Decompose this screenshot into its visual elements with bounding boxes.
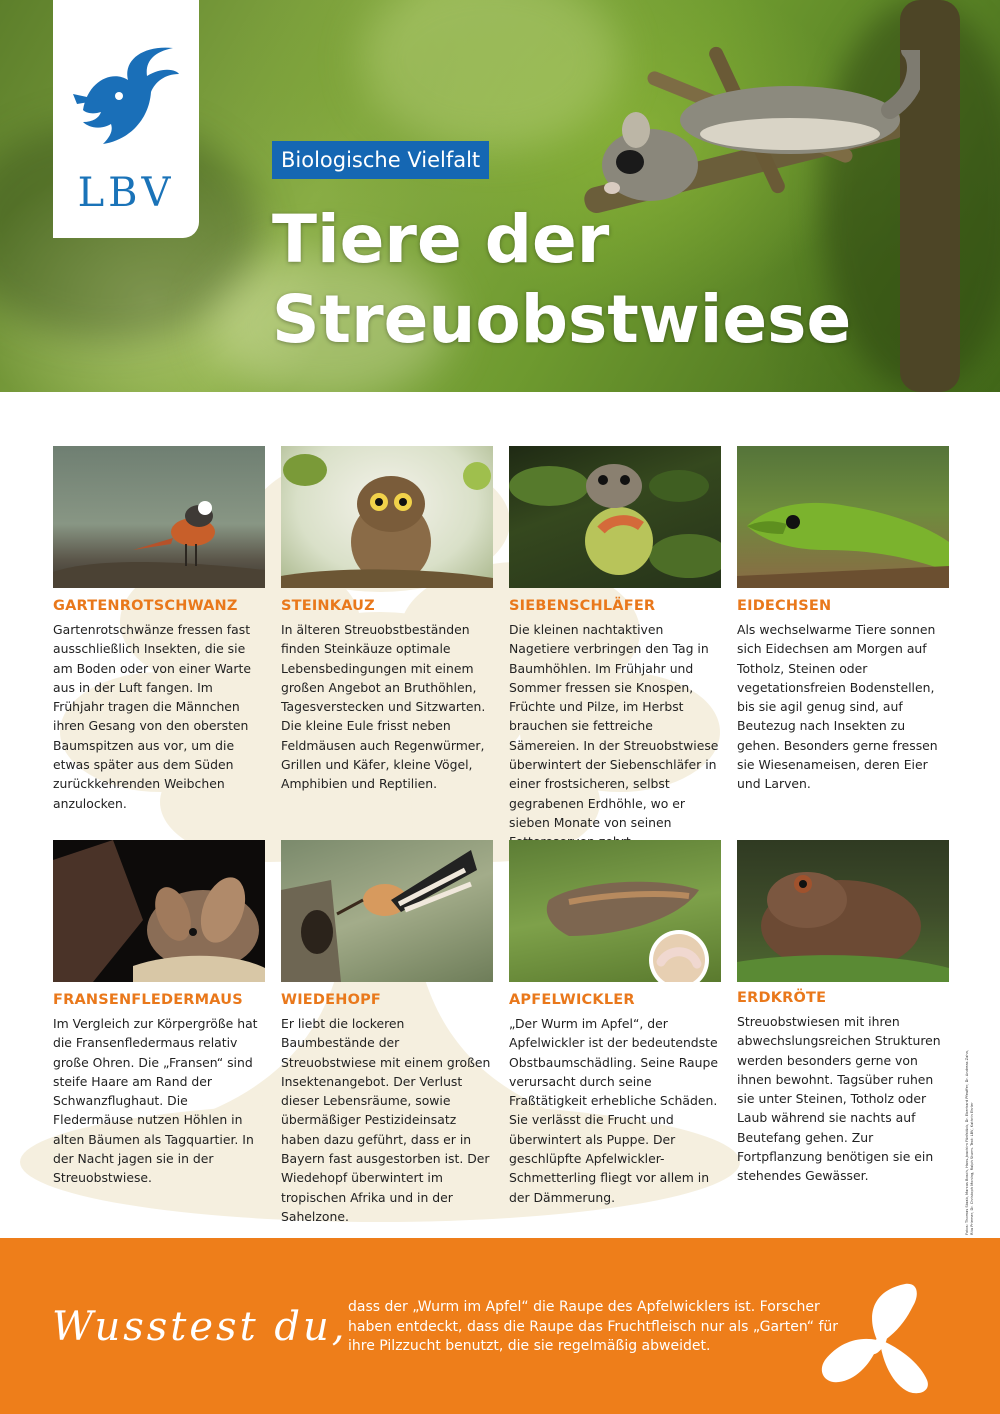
moth-icon <box>815 1282 945 1398</box>
card-title: APFELWICKLER <box>509 992 635 1008</box>
fact-footer <box>0 1238 1000 1414</box>
steinkauz-photo <box>281 446 493 588</box>
category-tag: Biologische Vielfalt <box>272 141 489 179</box>
photo-credit: Fotos: Thomas Staab, Marcus Bosch, Hans-Joachim Fünfstück, Dr. Eberhard Pfeuffer, Dr. Andreas Zahn, Rita Priemer, Dr. Christoph Moning, Ralph Sturm. Text: LBV, Kathrin Ehrler <box>965 1049 974 1235</box>
erdkroete-photo <box>737 840 949 982</box>
card-text: Streuobstwiesen mit ihren abwechslungsreichen Strukturen werden besonders gerne von ihnen bewohnt. Tagsüber ruhen sie unter Steinen, Totholz oder Laub während sie nachts auf Beutefang gehen. Zur Fortpflanzung benötigen sie ein stehendes Gewässer. <box>737 1014 941 1184</box>
lbv-logo[interactable] <box>53 0 199 238</box>
card-text: Er liebt die lockeren Baumbestände der Streuobstwiese mit einem großen Insektenangebot. Der Verlust dieser Lebensräume, sowie übermäßiger Pestizideinsatz haben dazu geführt, dass er in Bayern fast ausgestorben ist. Der Wiedehopf überwintert im tropischen Afrika und in der Sahelzone. <box>281 1016 491 1224</box>
gartenrotschwanz-photo <box>53 446 265 588</box>
card-text: „Der Wurm im Apfel“, der Apfelwickler ist der bedeutendste Obstbaumschädling. Seine Raupe verursacht durch seine Fraßtätigkeit erhebliche Schäden. Sie verlässt die Frucht und überwintert als Puppe. Der geschlüpfte Apfelwickler-Schmetterling fliegt vor allem in der Dämmerung. <box>509 1016 718 1205</box>
title-line-1: Tiere der <box>272 201 610 278</box>
card-title: GARTENROTSCHWANZ <box>53 598 238 614</box>
apfelwickler-photo <box>509 840 721 982</box>
card-text: Gartenrotschwänze fressen fast ausschließlich Insekten, die sie am Boden oder von einer Warte aus in der Luft fangen. Im Frühjahr tragen die Männchen ihren Gesang von den obersten Baumspitzen aus vor, um die etwas später aus dem Süden zurückkehrenden Weibchen anzulocken. <box>53 622 251 811</box>
card-title: STEINKAUZ <box>281 598 375 614</box>
card-title: WIEDEHOPF <box>281 992 382 1008</box>
card-title: ERDKRÖTE <box>737 990 827 1006</box>
card-title: SIEBENSCHLÄFER <box>509 598 656 614</box>
card-title: EIDECHSEN <box>737 598 832 614</box>
wiedehopf-photo <box>281 840 493 982</box>
page-title <box>272 200 851 360</box>
card-title: FRANSENFLEDERMAUS <box>53 992 243 1008</box>
wusstest-du-heading: Wusstest du, <box>52 1304 348 1350</box>
eidechsen-photo <box>737 446 949 588</box>
card-text: Im Vergleich zur Körpergröße hat die Fransenfledermaus relativ große Ohren. Die „Fransen“ sind steife Haare am Rand der Schwanzflughaut. Die Fledermäuse nutzen Höhlen in alten Bäumen als Tagquartier. In der Nacht jagen sie in der Streuobstwiese. <box>53 1016 258 1186</box>
card-text: Als wechselwarme Tiere sonnen sich Eidechsen am Morgen auf Totholz, Steinen oder vegetationsfreien Bodenstellen, bis sie agil genug sind, auf Beutezug nach Insekten zu gehen. Besonders gerne fressen sie Wiesenameisen, deren Eier und Larven. <box>737 622 938 792</box>
hero-banner <box>0 0 1000 392</box>
fact-text: dass der „Wurm im Apfel“ die Raupe des Apfelwicklers ist. Forscher haben entdeckt, dass die Raupe das Fruchtfleisch nur als „Garten“ für ihre Pilzzucht benutzt, die sie regelmäßig abweidet. <box>348 1299 838 1354</box>
card-text: Die kleinen nachtaktiven Nagetiere verbringen den Tag in Baumhöhlen. Im Frühjahr und Sommer fressen sie Knospen, Früchte und Pilze, im Herbst brauchen sie fettreiche Sämereien. In der Streuobstwiese überwintert der Siebenschläfer in einer frostsicheren, selbst gegrabenen Erdhöhle, wo er sieben Monate von seinen <box>509 622 719 830</box>
logo-text: LBV <box>77 170 175 216</box>
card-text: In älteren Streuobstbeständen finden Steinkäuze optimale Lebensbedingungen mit einem großen Angebot an Bruthöhlen, Tagesverstecken und Sitzwarten. Die kleine Eule frisst neben Feldmäusen auch Regenwürmer, Grillen und Käfer, kleine Vögel, Amphibien und Reptilien. <box>281 622 486 792</box>
title-line-2: Streuobstwiese <box>272 281 852 358</box>
siebenschlaefer-photo <box>509 446 721 588</box>
kingfisher-logo-icon <box>73 40 179 160</box>
fransenfledermaus-photo <box>53 840 265 982</box>
